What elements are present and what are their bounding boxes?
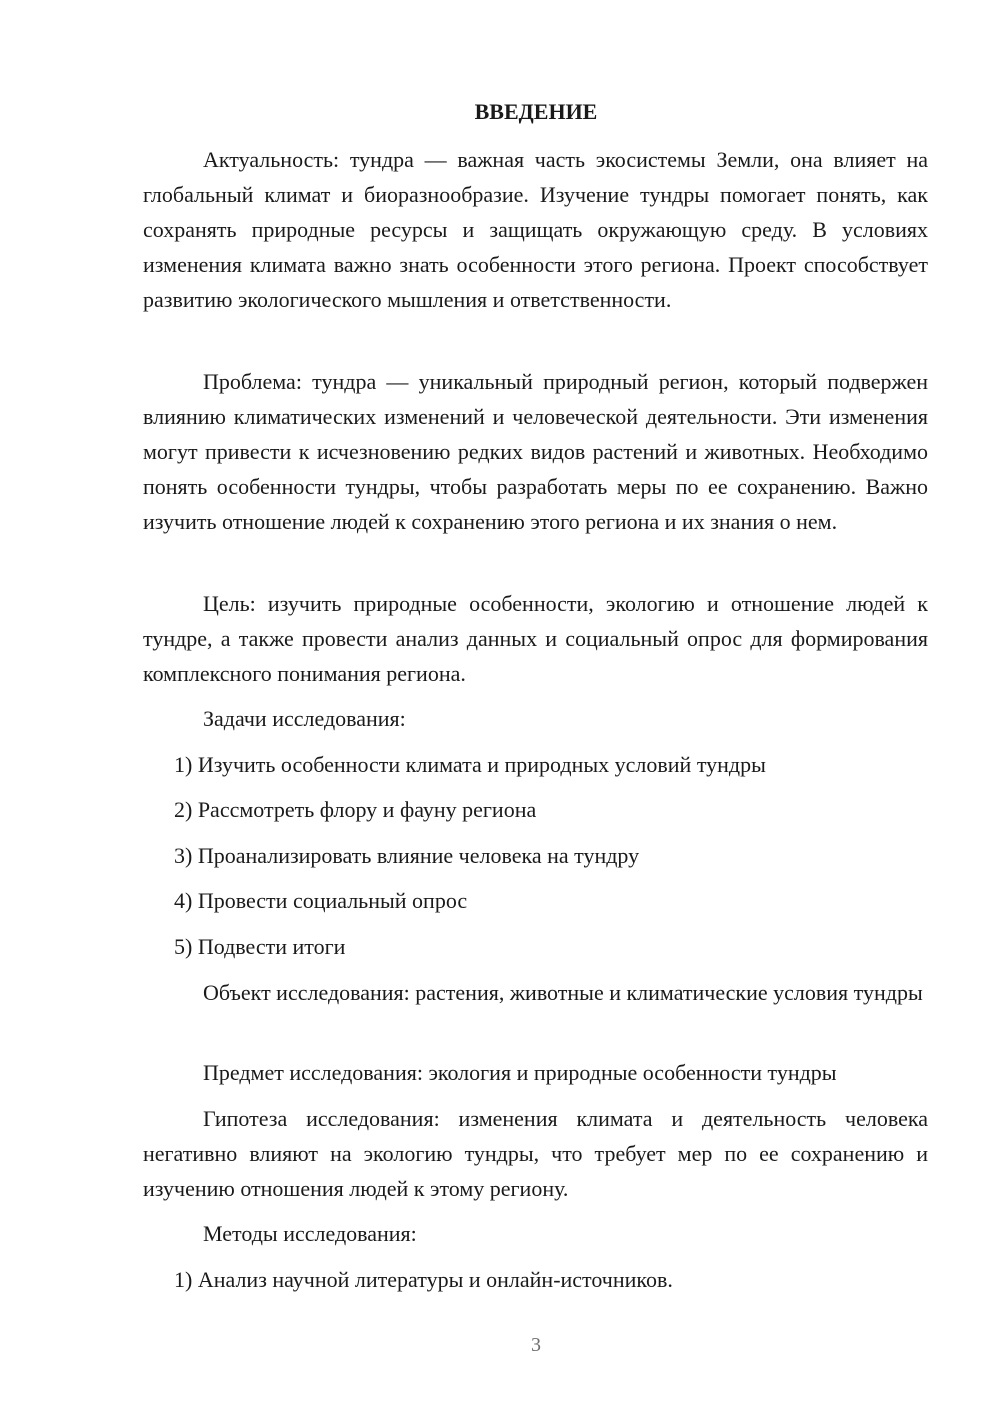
task-item: 4) Провести социальный опрос bbox=[174, 888, 468, 913]
task-item: 5) Подвести итоги bbox=[174, 934, 346, 959]
methods-heading: Методы исследования: bbox=[203, 1221, 417, 1246]
task-item: 2) Рассмотреть флору и фауну региона bbox=[174, 797, 537, 822]
page-title: ВВЕДЕНИЕ bbox=[474, 99, 598, 124]
tasks-heading: Задачи исследования: bbox=[203, 706, 406, 731]
paragraph-goal: Цель: изучить природные особенности, экологию и отношение людей к тундре, а также провести анализ данных и социальный опрос для формирования комплексного понимания региона. bbox=[143, 591, 928, 686]
paragraph-object: Объект исследования: растения, животные и климатические условия тундры bbox=[203, 980, 923, 1005]
task-item: 1) Изучить особенности климата и природных условий тундры bbox=[174, 752, 766, 777]
paragraph-subject: Предмет исследования: экология и природные особенности тундры bbox=[203, 1060, 837, 1085]
paragraph-problem: Проблема: тундра — уникальный природный регион, который подвержен влиянию климатических изменений и человеческой деятельности. Эти изменения могут привести к исчезновению редких видов растений и животных. Необходимо понять особенности тундры, чтобы разработать меры по ее сохранению. Важно изучить отношение людей к сохранению этого региона и их знания о нем. bbox=[143, 369, 928, 534]
paragraph-hypothesis: Гипотеза исследования: изменения климата и деятельность человека негативно влияют на экологию тундры, что требует мер по ее сохранению и изучению отношения людей к этому региону. bbox=[143, 1106, 928, 1201]
task-item: 3) Проанализировать влияние человека на тундру bbox=[174, 843, 640, 868]
method-item: 1) Анализ научной литературы и онлайн-источников. bbox=[174, 1267, 673, 1292]
paragraph-relevance: Актуальность: тундра — важная часть экосистемы Земли, она влияет на глобальный климат и биоразнообразие. Изучение тундры помогает понять, как сохранять природные ресурсы и защищать окружающую среду. В условиях изменения климата важно знать особенности этого региона. Проект способствует развитию экологического мышления и ответственности. bbox=[143, 147, 928, 312]
page-number: 3 bbox=[531, 1334, 541, 1356]
